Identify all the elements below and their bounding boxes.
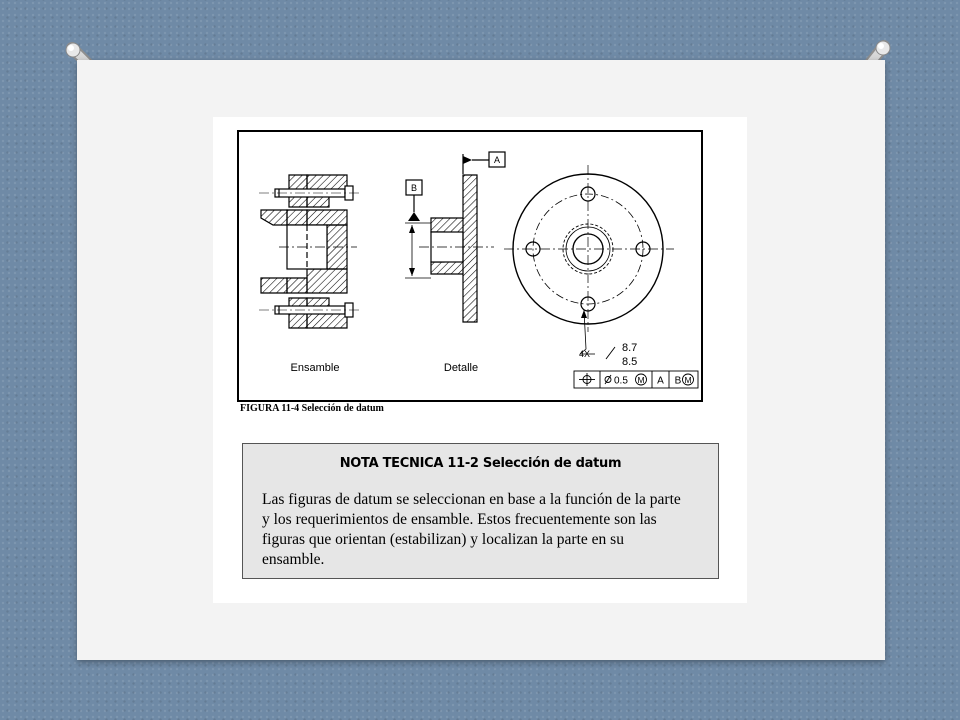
note-line: ensamble. [262,551,325,568]
technical-drawing [237,130,703,402]
figure-panel [213,117,747,603]
note-title: NOTA TECNICA 11-2 Selección de datum [339,456,622,471]
front-view [504,165,674,359]
datum-secondary: B [674,375,682,387]
dimension-upper: 8.7 [622,342,638,354]
datum-b-label: B [410,183,418,193]
hole-count-label: 4X [579,349,591,359]
note-line: Las figuras de datum se seleccionan en base a la función de la parte [262,491,681,508]
detail-view [405,152,505,322]
dimension-lower: 8.5 [622,356,638,368]
detail-label: Detalle [443,362,479,374]
note-line: y los requerimientos de ensamble. Estos frecuentemente son las [262,511,657,528]
tolerance-value: 0.5 [614,375,628,387]
datum-a-label: A [493,155,501,165]
note-line: figuras que orientan (estabilizan) y localizan la parte en su [262,531,624,548]
technical-note [242,443,719,579]
datum-primary: A [657,375,664,387]
assembly-view [259,175,359,328]
tolerance-modifier: M [637,375,645,385]
figure-caption: FIGURA 11-4 Selección de datum [240,403,384,414]
datum-secondary-modifier: M [684,375,692,385]
note-body [262,490,712,570]
assembly-label: Ensamble [290,362,340,374]
